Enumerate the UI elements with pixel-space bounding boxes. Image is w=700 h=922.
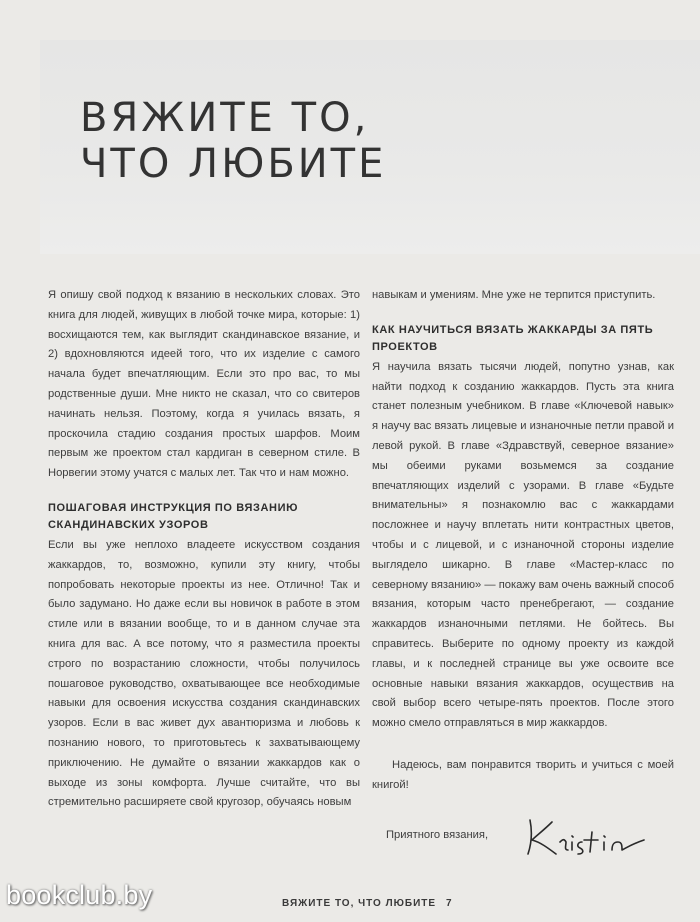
continuation-paragraph: навыкам и умениям. Мне уже не терпится приступить. <box>372 289 656 301</box>
intro-paragraph: Я опишу свой подход к вязанию в нескольких словах. Это книга для людей, живущих в любой точке мира, которые: 1) восхищаются тем, как выглядит скандинавское вязание, и 2) вдохновляются идеей того, что их изделие с самого начала будет впечатляющим. Если это про вас, то мы родственные души. Мне никто не сказал, что со свитеров начинать нельзя. Поэтому, когда я училась вязать, я проскочила стадию создания простых шарфов. Моим первым же проектом стал кардиган в северном стиле. В Норвегии этому учатся с малых лет. Так что и нам можно. <box>48 289 360 480</box>
closing-paragraph: Надеюсь, вам понравится творить и учиться с моей книгой! <box>372 758 674 791</box>
running-title: ВЯЖИТЕ ТО, ЧТО ЛЮБИТЕ <box>282 898 437 909</box>
chapter-title-line-1: ВЯЖИТЕ ТО, <box>80 95 370 141</box>
page-number: 7 <box>446 898 452 909</box>
instructions-paragraph: Если вы уже неплохо владеете искусством создания жаккардов, то, возможно, купили эту книгу, чтобы попробовать некоторые проекты из нее. Отлично! Так и было задумано. Но даже если вы новичок в работе в этом стиле или в вязании вообще, то и в данном случае эта книга для вас. А все потому, что я разместила проекты строго по возрастанию сложности, чтобы получилось пошаговое руководство, охватывающее все необходимые навыки для освоения искусства создания скандинавских узоров. Если в вас живет дух авантюризма и любовь к познанию нового, то приготовьтесь к захватывающему приключению. Не думайте о вязании жаккардов как о выходе из зоны комфорта. Лучше считайте, что вы стремительно расширяете свой кругозор, обучаясь новым <box>48 538 360 809</box>
signoff-row <box>372 826 672 856</box>
chapter-title <box>80 95 386 187</box>
watermark-logo: bookclub.by <box>6 880 153 910</box>
right-column <box>372 286 674 796</box>
signoff-text: Приятного вязания, <box>386 829 489 841</box>
signature-image <box>522 812 652 858</box>
left-column <box>48 286 360 813</box>
five-projects-paragraph: Я научила вязать тысячи людей, попутно узнав, как найти подход к созданию жаккардов. Пусть эта книга станет полезным учебником. В главе «Ключевой навык» я научу вас вязать лицевые и изнаночные петли правой и левой рукой. В главе «Здравствуй, северное вязание» мы обеими руками возьмемся за создание впечатляющих изделий с узорами. В главе «Будьте внимательны» я познакомлю вас с жаккардами посложнее и научу вплетать нити контрастных цветов, чтобы и с лицевой, и с изнаночной стороны изделие выглядело шикарно. В главе «Мастер-класс по северному вязанию» — покажу вам очень важный способ вязания, которым часто пренебрегают, — создание жаккардов изнаночными петлями. Не бойтесь. Вы справитесь. Выберите по одному проекту из каждой главы, и к последней странице вы уже освоите все основные навыки вязания жаккардов, осуществив на свой выбор всего четыре-пять проектов. После этого можно смело отправляться в мир жаккардов. <box>372 360 674 730</box>
section-heading-five-projects: КАК НАУЧИТЬСЯ ВЯЗАТЬ ЖАККАРДЫ ЗА ПЯТЬ ПРОЕКТОВ <box>372 323 654 353</box>
chapter-title-line-2: ЧТО ЛЮБИТЕ <box>80 141 387 187</box>
section-heading-instructions: ПОШАГОВАЯ ИНСТРУКЦИЯ ПО ВЯЗАНИЮ СКАНДИНАВСКИХ УЗОРОВ <box>48 501 299 531</box>
